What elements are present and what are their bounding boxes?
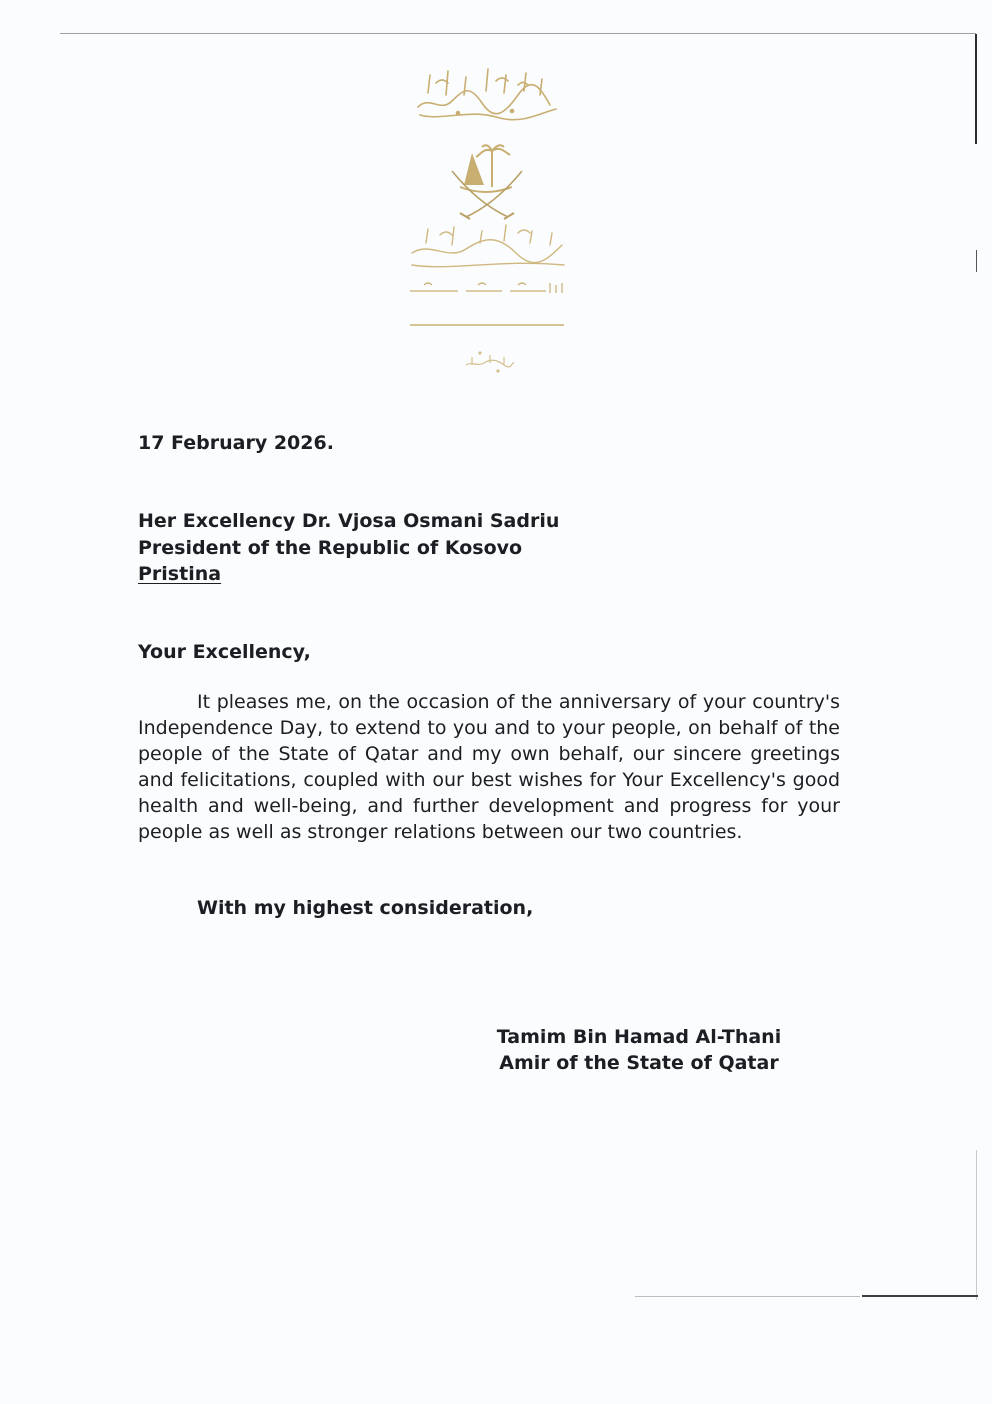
- closing-line: With my highest consideration,: [197, 897, 534, 919]
- addressee-name: Her Excellency Dr. Vjosa Osmani Sadriu: [138, 510, 560, 532]
- signature-block: [480, 1024, 798, 1076]
- name-calligraphy: [412, 225, 564, 267]
- scan-edge-right-lower: [976, 1150, 977, 1300]
- qatar-emblem-icon: [452, 145, 522, 219]
- title-arabic-line: [410, 283, 562, 293]
- scan-edge-bottom: [635, 1296, 860, 1297]
- scan-edge-right-mark: [976, 250, 977, 272]
- signatory-name: Tamim Bin Hamad Al-Thani: [496, 1026, 782, 1048]
- letter-body: [138, 689, 840, 845]
- addressee-block: [138, 508, 559, 588]
- scan-edge-right: [975, 34, 977, 144]
- telegram-label: [466, 352, 514, 372]
- addressee-title: President of the Republic of Kosovo: [138, 536, 523, 559]
- scan-edge-bottom-dark: [862, 1295, 978, 1297]
- addressee-city: Pristina: [138, 563, 222, 585]
- signatory-title: Amir of the State of Qatar: [499, 1052, 779, 1074]
- body-paragraph: It pleases me, on the occasion of the anniversary of your country's Independence Day, to extend to you and to your people, on behalf of the people of the State of Qatar and my own behalf, our sincere greetings and felicitations, coupled with our best wishes for Your Excellency's good health and well-being, and further development and progress for your people as well as stronger relations between our two countries.: [138, 691, 840, 843]
- scan-edge-top: [60, 33, 976, 34]
- salutation: Your Excellency,: [138, 641, 311, 663]
- basmala-calligraphy: [418, 69, 556, 120]
- letter-date: 17 February 2026.: [138, 432, 334, 454]
- letterhead: [400, 65, 575, 375]
